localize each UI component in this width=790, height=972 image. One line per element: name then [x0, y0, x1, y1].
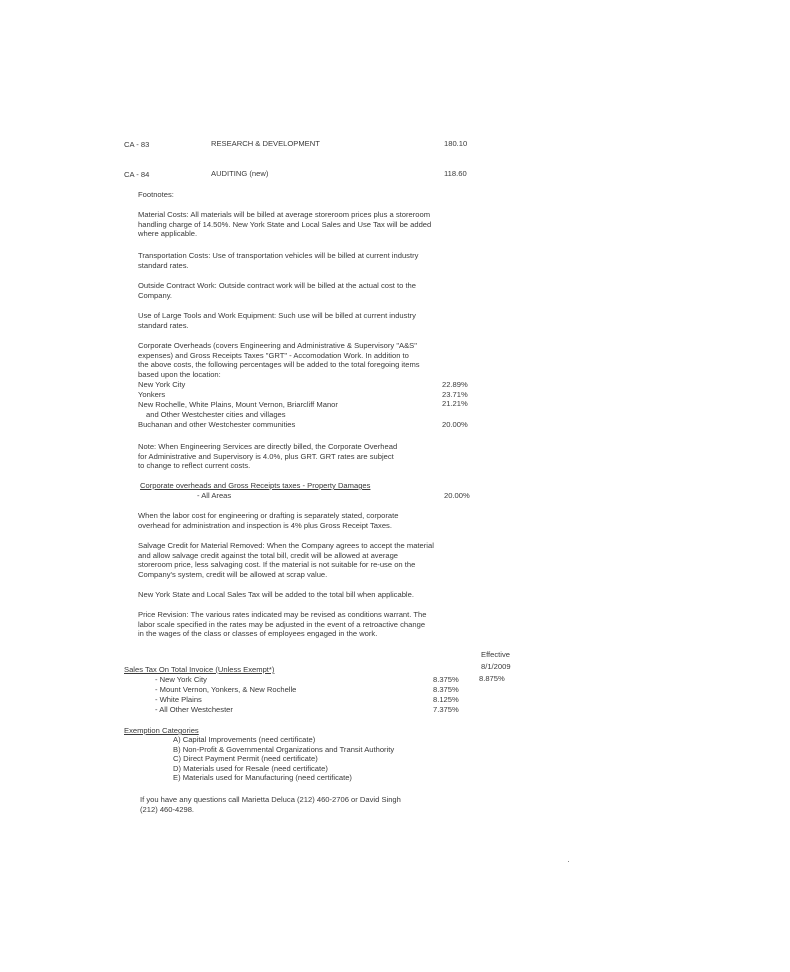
text-line: Transportation Costs: Use of transportation vehicles will be billed at current industry — [138, 251, 419, 260]
text-line: handling charge of 14.50%. New York State and Local Sales and Use Tax will be added — [138, 219, 432, 229]
text-line: (212) 460-4298. — [140, 804, 195, 814]
item-rate: 180.10 — [444, 139, 468, 148]
location-pct: 21.21% — [442, 399, 468, 408]
text-line: If you have any questions call Marietta Deluca (212) 460-2706 or David Singh — [140, 795, 401, 804]
text-line: Use of Large Tools and Work Equipment: Such use will be billed at current industry — [138, 311, 416, 320]
note-paragraph — [138, 442, 397, 471]
text-line: in the wages of the class or classes of employees engaged in the work. — [138, 629, 378, 639]
item-name: AUDITING (new) — [211, 169, 269, 178]
nys-sales-tax-line: New York State and Local Sales Tax will be added to the total bill when applicable. — [138, 590, 414, 599]
property-damages-sub: - All Areas — [197, 491, 232, 500]
effective-label: Effective — [481, 650, 510, 659]
text-line: labor scale specified in the rates may be adjusted in the event of a retroactive change — [138, 619, 426, 629]
text-line: the above costs, the following percentages will be added to the total foregoing items — [138, 360, 420, 370]
price-revision-paragraph — [138, 610, 426, 639]
sales-tax-row-name: - New York City — [155, 675, 207, 684]
list-item: A) Capital Improvements (need certificate) — [173, 735, 316, 744]
location-name: New York City — [138, 380, 186, 389]
property-damages-heading: Corporate overheads and Gross Receipts taxes - Property Damages — [140, 481, 371, 490]
location-pct: 22.89% — [442, 380, 468, 389]
item-code: CA - 84 — [124, 170, 150, 179]
text-line: When the labor cost for engineering or drafting is separately stated, corporate — [138, 511, 399, 520]
exemption-heading: Exemption Categories — [124, 726, 199, 735]
large-tools-paragraph — [138, 311, 416, 330]
text-line: standard rates. — [138, 260, 189, 270]
text-line: storeroom price, less salvaging cost. If the material is not suitable for re-use on the — [138, 560, 416, 570]
text-line: where applicable. — [138, 229, 198, 239]
item-rate: 118.60 — [444, 169, 467, 178]
text-line: Company's system, credit will be allowed at scrap value. — [138, 569, 328, 579]
text-line: Company. — [138, 290, 173, 300]
text-line: Note: When Engineering Services are directly billed, the Corporate Overhead — [138, 442, 398, 451]
effective-date: 8/1/2009 — [481, 662, 511, 671]
location-pct: 20.00% — [442, 420, 468, 429]
list-item: D) Materials used for Resale (need certificate) — [173, 763, 328, 773]
text-line: standard rates. — [138, 320, 189, 330]
outside-contract-paragraph — [138, 281, 416, 300]
sales-tax-heading: Sales Tax On Total Invoice (Unless Exempt*) — [124, 665, 275, 674]
sales-tax-row-rate: 8.375% — [433, 675, 459, 684]
location-name: and Other Westchester cities and villages — [146, 410, 286, 419]
sales-tax-row-rate: 7.375% — [433, 705, 459, 714]
location-name: Buchanan and other Westchester communities — [138, 420, 296, 429]
location-name: Yonkers — [138, 390, 166, 399]
list-item: B) Non-Profit & Governmental Organizations and Transit Authority — [173, 744, 395, 754]
material-costs-paragraph — [138, 210, 431, 239]
property-damages-pct: 20.00% — [444, 491, 470, 500]
text-line: and allow salvage credit against the total bill, credit will be allowed at average — [138, 550, 399, 560]
sales-tax-row-effective: 8.875% — [479, 674, 505, 683]
list-item: C) Direct Payment Permit (need certificate) — [173, 754, 318, 764]
corporate-overheads-paragraph — [138, 341, 420, 379]
text-line: overhead for administration and inspection is 4% plus Gross Receipt Taxes. — [138, 520, 392, 530]
item-code: CA - 83 — [124, 140, 150, 149]
salvage-credit-paragraph — [138, 541, 434, 579]
location-name: New Rochelle, White Plains, Mount Vernon, Briarcliff Manor — [138, 400, 338, 409]
footnotes-heading: Footnotes: — [138, 190, 174, 199]
exemption-list — [173, 735, 394, 783]
text-line: Price Revision: The various rates indicated may be revised as conditions warrant. The — [138, 610, 427, 619]
text-line: Material Costs: All materials will be billed at average storeroom prices plus a storeroom — [138, 210, 431, 219]
sales-tax-row-rate: 8.375% — [433, 685, 459, 694]
text-line: Outside Contract Work: Outside contract work will be billed at the actual cost to the — [138, 281, 417, 290]
list-item: E) Materials used for Manufacturing (need certificate) — [173, 773, 352, 783]
text-line: to change to reflect current costs. — [138, 461, 251, 471]
text-line: expenses) and Gross Receipts Taxes "GRT" - Accomodation Work. In addition to — [138, 350, 409, 360]
location-pct: 23.71% — [442, 390, 468, 399]
scan-speck — [568, 861, 569, 862]
contact-paragraph — [140, 795, 401, 814]
item-name: RESEARCH & DEVELOPMENT — [211, 139, 320, 148]
sales-tax-row-name: - All Other Westchester — [155, 705, 233, 714]
sales-tax-row-name: - Mount Vernon, Yonkers, & New Rochelle — [155, 685, 297, 694]
text-line: Corporate Overheads (covers Engineering and Administrative & Supervisory "A&S" — [138, 341, 417, 350]
sales-tax-row-rate: 8.125% — [433, 695, 459, 704]
sales-tax-row-name: - White Plains — [155, 695, 202, 704]
transportation-paragraph — [138, 251, 418, 270]
labor-cost-paragraph — [138, 511, 398, 530]
text-line: for Administrative and Supervisory is 4.0%, plus GRT. GRT rates are subject — [138, 451, 394, 461]
text-line: Salvage Credit for Material Removed: When the Company agrees to accept the material — [138, 541, 434, 550]
text-line: based upon the location: — [138, 369, 221, 379]
